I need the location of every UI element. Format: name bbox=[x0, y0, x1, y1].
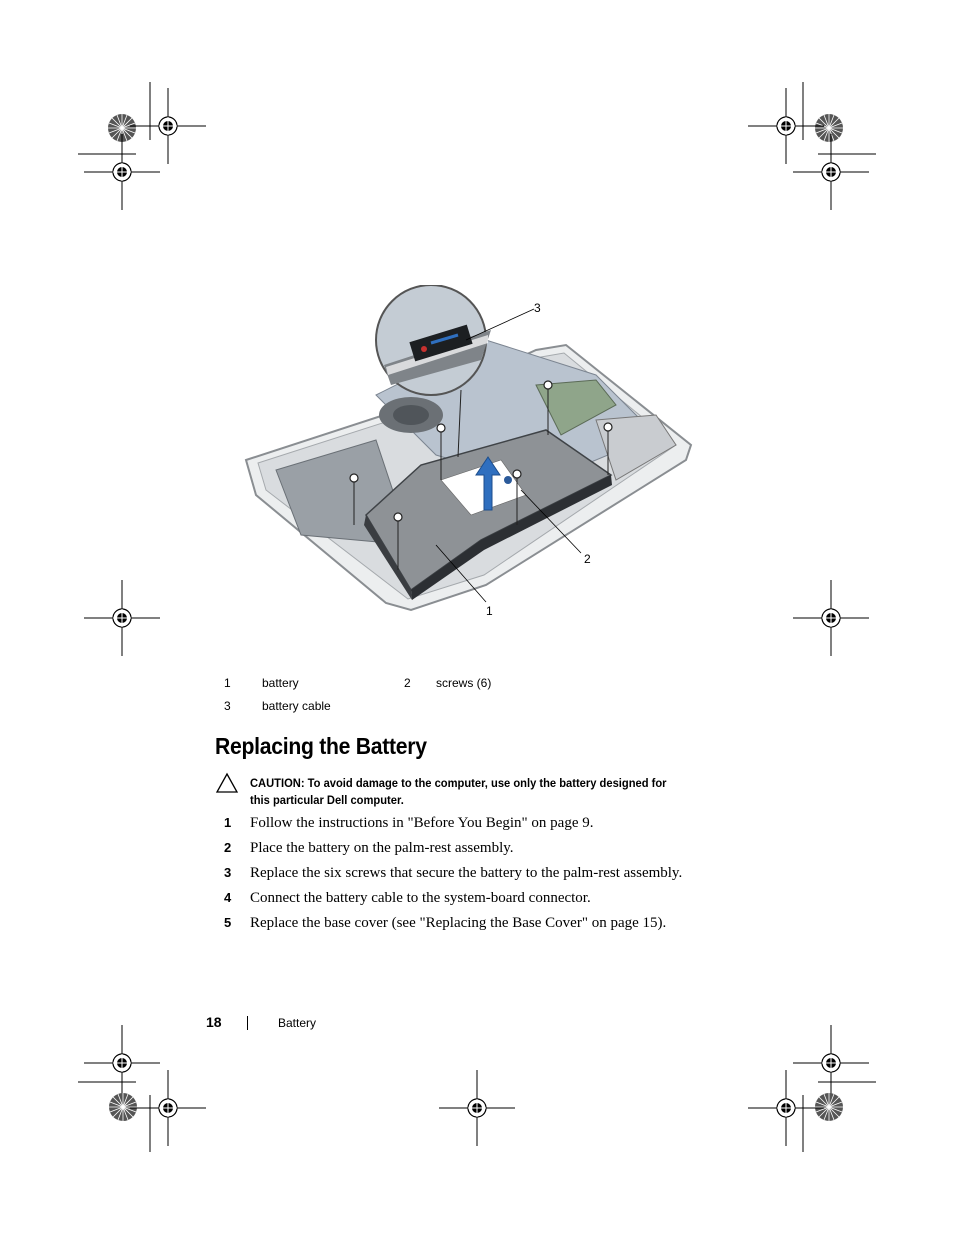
step-text: Connect the battery cable to the system-board connector. bbox=[250, 890, 591, 906]
step-number: 5 bbox=[224, 915, 232, 930]
crop-mark-bottom-left bbox=[78, 1025, 206, 1152]
crop-mark-top-left bbox=[78, 82, 206, 210]
caution-icon bbox=[215, 772, 239, 794]
crop-mark-bottom-center bbox=[439, 1070, 515, 1146]
legend-row bbox=[224, 694, 556, 717]
footer-divider bbox=[247, 1016, 248, 1030]
crop-mark-middle-right bbox=[793, 580, 869, 656]
caution-text: To avoid damage to the computer, use only the battery designed for this particular Dell computer. bbox=[250, 776, 667, 807]
page-number: 18 bbox=[206, 1014, 222, 1030]
step-number: 3 bbox=[224, 865, 232, 880]
list-item bbox=[224, 912, 744, 937]
crop-mark-bottom-right bbox=[748, 1025, 876, 1152]
list-item bbox=[224, 837, 744, 862]
legend-number: 3 bbox=[224, 698, 231, 713]
step-number: 4 bbox=[224, 890, 232, 905]
section-title: Replacing the Battery bbox=[215, 733, 427, 759]
step-text: Follow the instructions in "Before You Begin" on page 9. bbox=[250, 815, 594, 831]
step-text: Place the battery on the palm-rest assembly. bbox=[250, 840, 514, 856]
callout-3: 3 bbox=[534, 301, 541, 315]
legend-label: battery cable bbox=[262, 698, 331, 713]
legend-row bbox=[224, 671, 556, 694]
caution-note bbox=[250, 775, 687, 809]
legend-number: 2 bbox=[404, 675, 411, 690]
crop-mark-top-right bbox=[748, 82, 876, 210]
caution-label: CAUTION: bbox=[250, 776, 305, 790]
battery-removal-illustration bbox=[236, 285, 706, 625]
step-text: Replace the six screws that secure the battery to the palm-rest assembly. bbox=[250, 865, 683, 881]
figure-legend bbox=[224, 671, 556, 717]
step-text: Replace the base cover (see "Replacing the Base Cover" on page 15). bbox=[250, 915, 667, 931]
list-item bbox=[224, 812, 744, 837]
legend-number: 1 bbox=[224, 675, 231, 690]
callout-1: 1 bbox=[486, 604, 493, 618]
procedure-steps bbox=[224, 812, 744, 937]
crop-mark-middle-left bbox=[84, 580, 160, 656]
list-item bbox=[224, 862, 744, 887]
legend-label: screws (6) bbox=[436, 675, 492, 690]
footer-section-name: Battery bbox=[278, 1016, 317, 1030]
legend-label: battery bbox=[262, 675, 299, 690]
step-number: 1 bbox=[224, 815, 232, 830]
step-number: 2 bbox=[224, 840, 232, 855]
list-item bbox=[224, 887, 744, 912]
callout-2: 2 bbox=[584, 552, 591, 566]
